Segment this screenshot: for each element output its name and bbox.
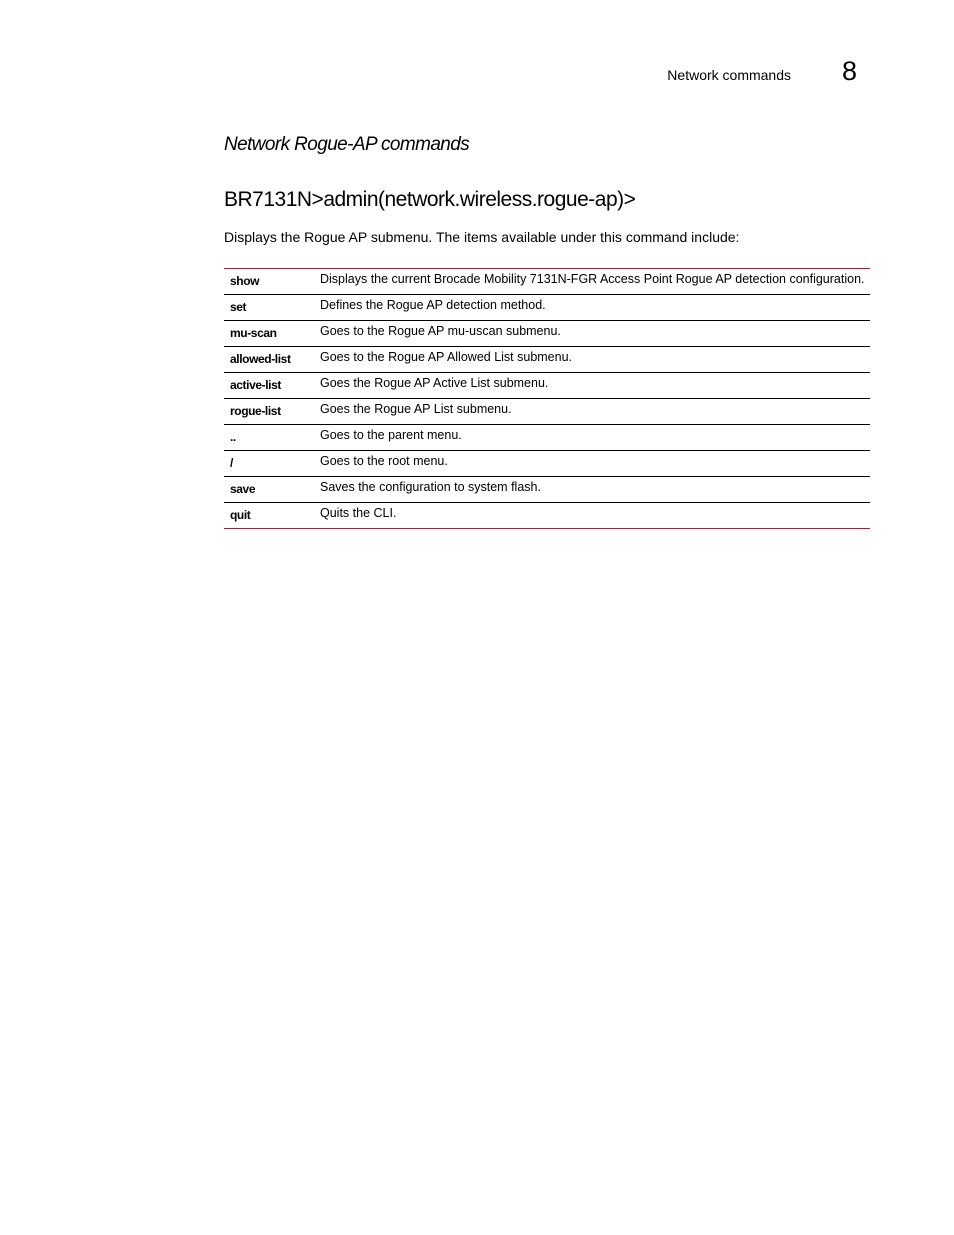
command-name: allowed-list: [224, 347, 320, 373]
command-description: Goes to the Rogue AP mu-uscan submenu.: [320, 321, 870, 347]
command-name: /: [224, 451, 320, 477]
command-name: rogue-list: [224, 399, 320, 425]
chapter-number: 8: [841, 56, 857, 86]
command-description: Goes the Rogue AP List submenu.: [320, 399, 870, 425]
table-row: [224, 295, 870, 321]
table-row: [224, 399, 870, 425]
command-name: show: [230, 274, 260, 288]
command-name: set: [224, 295, 320, 321]
table-row: [224, 503, 870, 529]
command-name: save: [224, 477, 320, 503]
chapter-name: Network commands: [667, 67, 791, 83]
command-description: Defines the Rogue AP detection method.: [320, 295, 870, 321]
section-title: Network Rogue-AP commands: [224, 134, 470, 155]
command-name: mu-scan: [224, 321, 320, 347]
table-row: [224, 373, 870, 399]
command-description: Goes to the parent menu.: [320, 425, 870, 451]
command-name: active-list: [224, 373, 320, 399]
table-row: [224, 425, 870, 451]
command-table: [224, 268, 870, 529]
command-description: Saves the configuration to system flash.: [320, 477, 870, 503]
table-row: [224, 451, 870, 477]
table-row: [224, 477, 870, 503]
command-name: quit: [224, 503, 320, 529]
intro-paragraph: Displays the Rogue AP submenu. The items available under this command include:: [224, 229, 740, 245]
command-name: ..: [224, 425, 320, 451]
command-description: Goes to the root menu.: [320, 451, 870, 477]
command-description: Goes the Rogue AP Active List submenu.: [320, 373, 870, 399]
command-heading: BR7131N>admin(network.wireless.rogue-ap)>: [224, 188, 636, 211]
table-row: [224, 347, 870, 373]
table-row: [224, 321, 870, 347]
command-description: Goes to the Rogue AP Allowed List submenu.: [320, 347, 870, 373]
command-description: Quits the CLI.: [320, 503, 870, 529]
command-description: Displays the current Brocade Mobility 7131N-FGR Access Point Rogue AP detection configuration.: [320, 272, 865, 286]
table-row: [224, 269, 870, 295]
running-header: [600, 56, 860, 90]
